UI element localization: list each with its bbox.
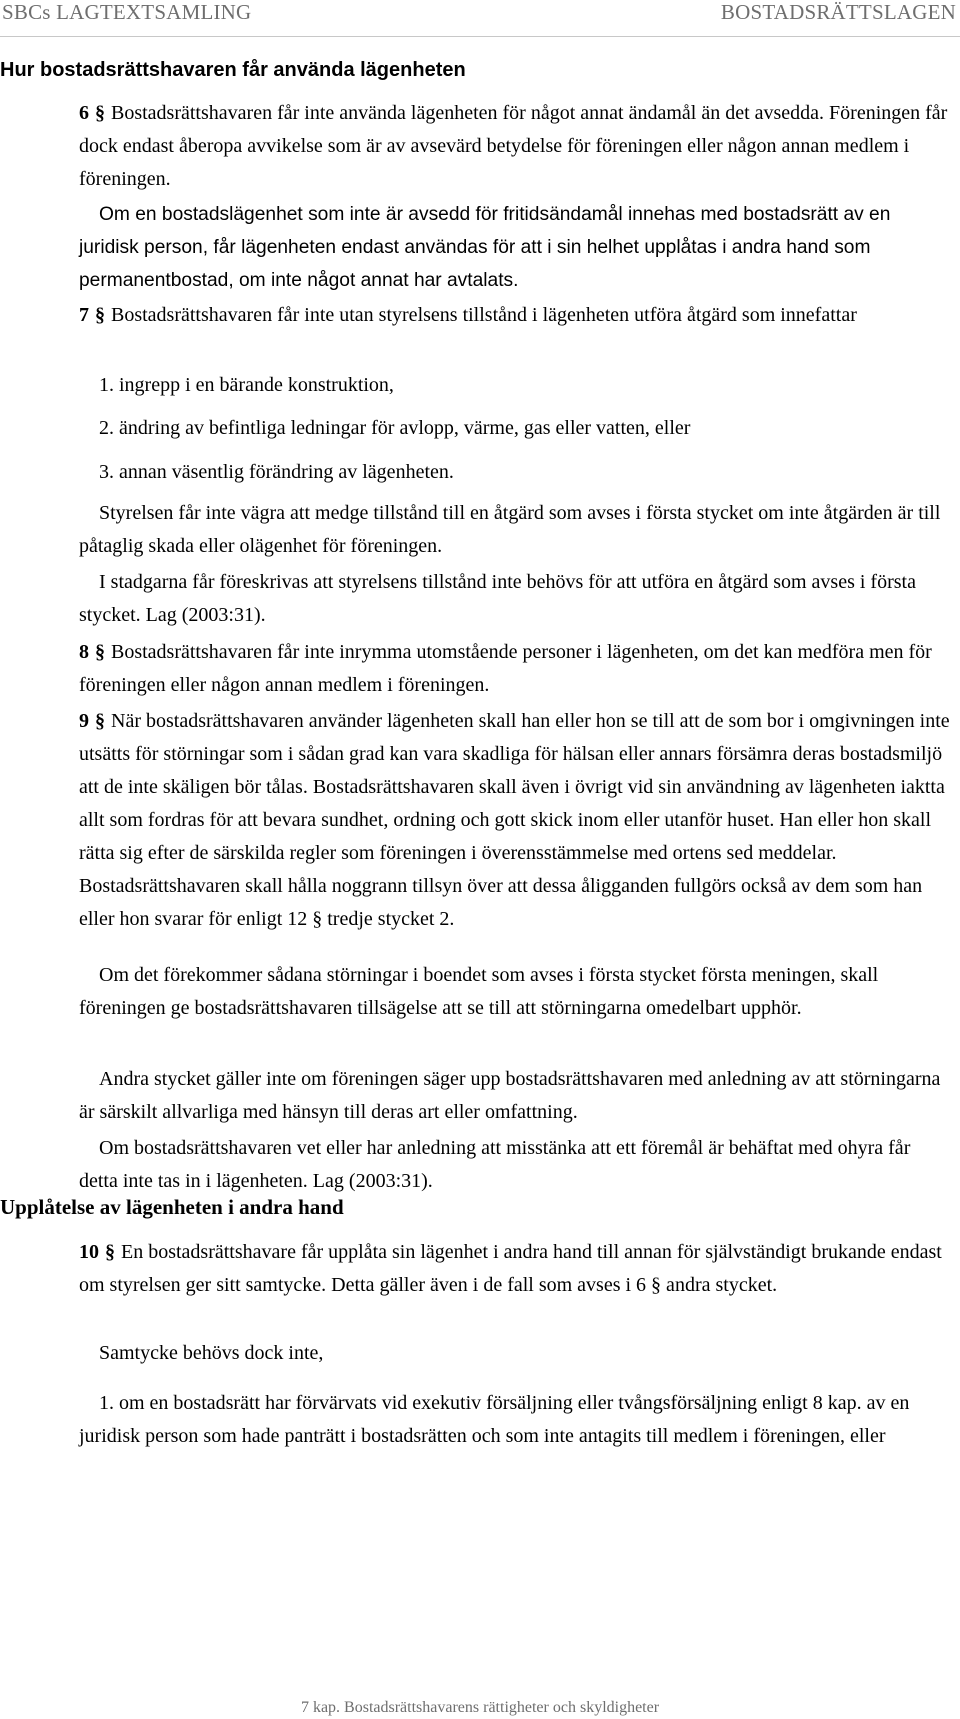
paragraph-text: I stadgarna får föreskrivas att styrelsens tillstånd inte behövs för att utföra en åtgärd som avses i första stycket. Lag (2003:31). [79,571,916,626]
paragraph-6-2 [79,198,954,297]
section-number: 8 [79,641,89,663]
paragraph-9-1 [79,705,954,936]
section-number: 9 [79,710,89,732]
section-number: 10 [79,1241,99,1263]
page-footer: 7 kap. Bostadsrättshavarens rättigheter och skyldigheter [300,1699,660,1716]
page-header [0,0,960,32]
section-sign: § [95,710,105,732]
paragraph-9-4 [79,1132,954,1198]
section-sign: § [95,102,105,124]
list-item: 1. ingrepp i en bärande konstruktion, [99,374,394,396]
collection-title: SBCs LAGTEXTSAMLING [2,0,252,24]
paragraph-text: Om bostadsrättshavaren vet eller har anledning att misstänka att ett föremål är behäftat med ohyra får detta inte tas in i lägenheten. Lag (2003:31). [79,1137,911,1192]
section-sign: § [95,304,105,326]
paragraph-text: 1. om en bostadsrätt har förvärvats vid exekutiv försäljning eller tvångsförsäljning enligt 8 kap. av en juridisk person som hade panträtt i bostadsrätten och som inte antagits till medlem i föreningen, eller [79,1392,910,1447]
paragraph-8 [79,636,954,702]
law-title: BOSTADSRÄTTSLAGEN [720,0,956,24]
paragraph-7-1 [79,299,954,332]
paragraph-10-2 [79,1337,954,1370]
paragraph-text: Andra stycket gäller inte om föreningen säger upp bostadsrättshavaren med anledning av att störningarna är särskilt allvarliga med hänsyn till deras art eller omfattning. [79,1068,941,1123]
paragraph-7-2 [79,497,954,563]
header-divider [0,36,960,37]
paragraph-text: Samtycke behövs dock inte, [99,1342,324,1364]
paragraph-7-3 [79,566,954,632]
paragraph-6-1 [79,97,954,196]
section-number: 6 [79,102,89,124]
paragraph-text: Styrelsen får inte vägra att medge tillstånd till en åtgärd som avses i första stycket om inte åtgärden är till påtaglig skada eller olägenhet för föreningen. [79,502,941,557]
paragraph-text: Bostadsrättshavaren får inte använda lägenheten för något annat ändamål än det avsedda. Föreningen får dock endast åberopa avvikelse som är av avsevärd betydelse för föreningen eller någon annan medlem i föreningen. [79,102,948,190]
list-item: 3. annan väsentlig förändring av lägenheten. [99,461,454,483]
section-sign: § [105,1241,115,1263]
section-number: 7 [79,304,89,326]
paragraph-text: Om en bostadslägenhet som inte är avsedd för fritidsändamål innehas med bostadsrätt av en juridisk person, får lägenheten endast användas för att i sin helhet upplåtas i andra hand som permanentbostad, om inte något annat har avtalats. [79,204,891,291]
paragraph-10-3 [79,1387,954,1453]
paragraph-9-2 [79,959,954,1025]
section-heading-usage: Hur bostadsrättshavaren får använda lägenheten [0,59,466,81]
paragraph-text: En bostadsrättshavare får upplåta sin lägenhet i andra hand till annan för självständigt brukande endast om styrelsen ger sitt samtycke. Detta gäller även i de fall som avses i 6 § andra stycket. [79,1241,942,1296]
list-item: 2. ändring av befintliga ledningar för avlopp, värme, gas eller vatten, eller [99,417,691,439]
paragraph-text: Bostadsrättshavaren får inte utan styrelsens tillstånd i lägenheten utföra åtgärd som innefattar [111,304,857,326]
section-heading-sublet: Upplåtelse av lägenheten i andra hand [0,1195,344,1219]
paragraph-text: Om det förekommer sådana störningar i boendet som avses i första stycket första meningen, skall föreningen ge bostadsrättshavaren tillsägelse att se till att störningarna omedelbart upphör. [79,964,879,1019]
paragraph-10-1 [79,1236,954,1302]
paragraph-text: Bostadsrättshavaren får inte inrymma utomstående personer i lägenheten, om det kan medföra men för föreningen eller någon annan medlem i föreningen. [79,641,932,696]
paragraph-text: När bostadsrättshavaren använder lägenheten skall han eller hon se till att de som bor i omgivningen inte utsätts för störningar som i sådan grad kan vara skadliga för hälsan eller annars försämra deras bostadsmiljö att de inte skäligen bör tålas. Bostadsrättshavaren skall även i övrigt vid sin användning av lägenheten iaktta allt som fordras för att bevara sundhet, ordning och gott skick inom eller utanför huset. Han eller hon skall rätta sig efter de särskilda regler som föreningen i överensstämmelse med ortens sed meddelar. Bostadsrättshavaren skall hålla noggrann tillsyn över att dessa åligganden fullgörs också av dem som han eller hon svarar för enligt 12 § tredje stycket 2. [79,710,950,930]
section-sign: § [95,641,105,663]
paragraph-9-3 [79,1063,954,1129]
